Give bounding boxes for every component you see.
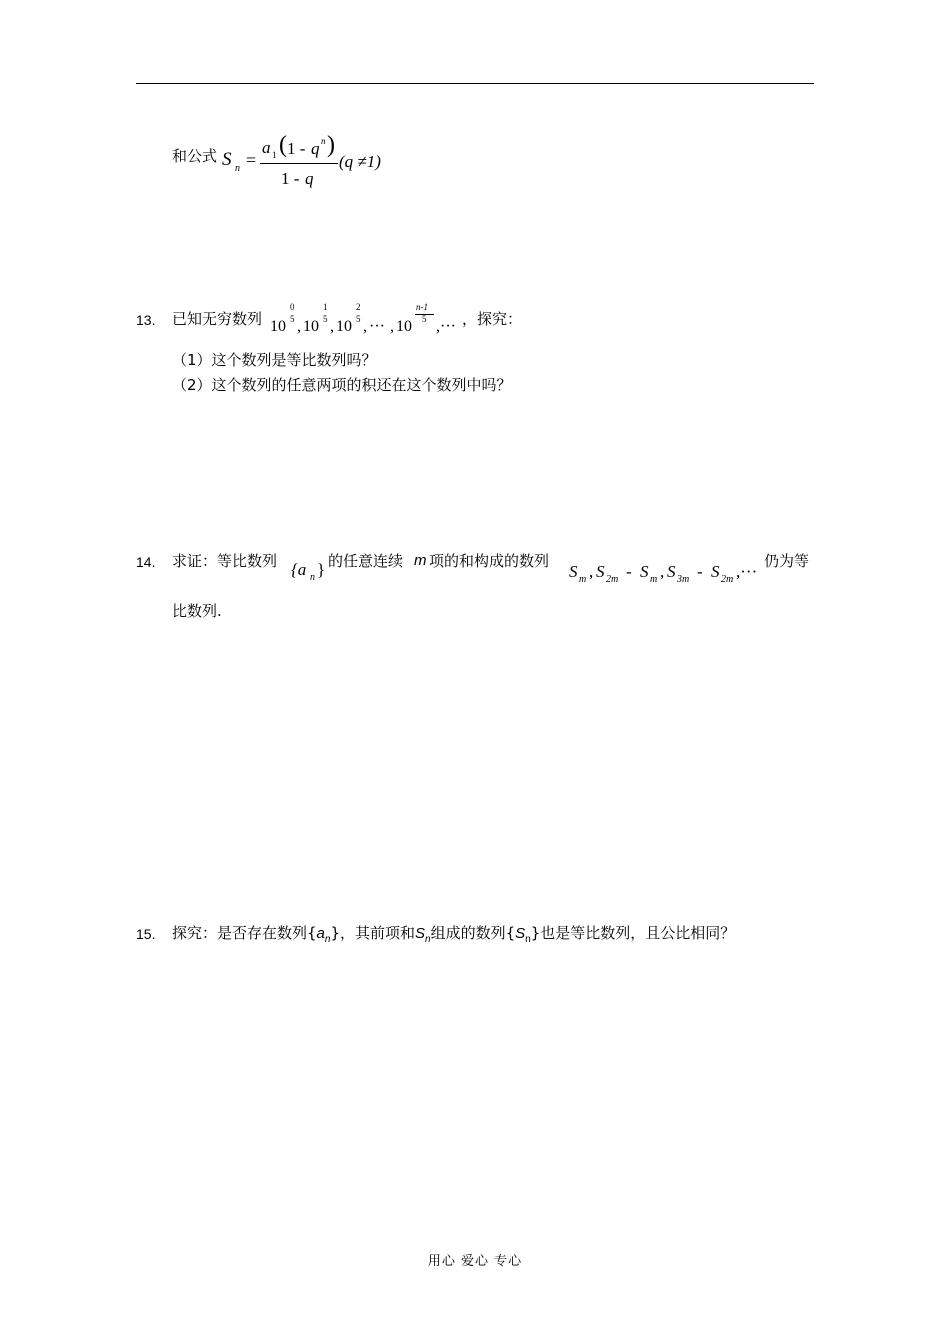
- seq-exp-1: 1: [323, 302, 328, 312]
- formula-fraction-bar: [260, 163, 338, 164]
- seq14-s3: S: [640, 562, 649, 581]
- seq14-s5: S: [711, 562, 720, 581]
- seq-comma-0: ,: [297, 318, 301, 335]
- formula-equals: =: [246, 150, 257, 170]
- seq14-dots: ,···: [736, 562, 758, 581]
- seq14-s5-sub: 2m: [721, 574, 734, 585]
- question-14-an-close: }: [317, 560, 326, 579]
- question-15-text-d: }也是等比数列，且公比相同？: [530, 924, 736, 942]
- formula-lhs: S: [222, 149, 232, 170]
- seq-exp-den-0: 5: [290, 314, 295, 324]
- question-14-number: 14.: [136, 554, 156, 570]
- formula-numerator-q: q: [311, 139, 320, 158]
- seq14-s2: S: [596, 562, 605, 581]
- seq-exp-n: n-1: [416, 302, 428, 312]
- question-14-text-a: 求证：等比数列: [172, 552, 278, 570]
- question-15-S: S: [415, 925, 426, 942]
- question-13-part-1: （1）这个数列是等比数列吗？: [172, 351, 377, 369]
- question-14-m: m: [414, 552, 427, 569]
- seq-base-1: 10: [303, 318, 319, 335]
- seq-exp-den-2: 5: [356, 314, 361, 324]
- seq14-comma-1: ,: [589, 562, 594, 581]
- seq14-s1-sub: m: [579, 574, 587, 585]
- formula-numerator-one-minus: 1 -: [287, 139, 306, 158]
- question-15-a: a: [316, 925, 325, 942]
- seq-dots: ···: [369, 318, 385, 335]
- question-15-S2: S: [515, 925, 526, 942]
- seq14-s4: S: [667, 562, 676, 581]
- formula-label: 和公式: [172, 147, 218, 165]
- question-13-part-2: （2）这个数列的任意两项的积还在这个数列中吗？: [172, 376, 512, 394]
- question-13-text-before: 已知无穷数列: [172, 310, 263, 328]
- seq-base-0: 10: [270, 318, 286, 335]
- question-15-text-a: 探究：是否存在数列{: [172, 924, 317, 942]
- seq14-s1: S: [569, 562, 578, 581]
- question-13-text-after: ，探究：: [462, 310, 523, 328]
- question-14-an-sub: n: [310, 572, 315, 583]
- question-13-number: 13.: [136, 312, 156, 328]
- question-14-line-2: 比数列.: [172, 602, 222, 620]
- seq14-s3-sub: m: [650, 574, 658, 585]
- header-rule: [136, 83, 814, 84]
- seq-base-2: 10: [336, 318, 352, 335]
- seq-base-n: 10: [396, 318, 412, 335]
- formula-numerator-close-paren: ): [327, 132, 335, 158]
- question-15-S-sub: n: [425, 934, 431, 945]
- formula-numerator-q-sup: n: [321, 136, 326, 146]
- question-14-text-b: 的任意连续: [328, 552, 404, 570]
- question-15-text-c: 组成的数列{: [430, 924, 516, 942]
- page-footer: 用心 爱心 专心: [427, 1254, 523, 1269]
- question-15-text: [172, 923, 735, 950]
- formula-denominator-q: q: [305, 169, 314, 188]
- seq14-s2-sub: 2m: [606, 574, 619, 585]
- question-14-text-c: 项的和构成的数列: [429, 552, 550, 570]
- question-14-an: {a: [291, 560, 307, 579]
- question-15-text-b: }，其前项和: [330, 924, 415, 942]
- seq14-minus-1: -: [626, 562, 632, 581]
- formula-numerator-a-sub: 1: [272, 150, 277, 160]
- formula-numerator-open-paren: (: [279, 132, 287, 158]
- question-15-number: 15.: [136, 926, 156, 942]
- seq-exp-den-n: 5: [422, 314, 427, 324]
- seq-exp-den-1: 5: [323, 314, 328, 324]
- formula-denominator-one-minus: 1 -: [281, 169, 300, 188]
- seq14-minus-2: -: [697, 562, 703, 581]
- seq-exp-2: 2: [356, 302, 361, 312]
- formula-condition: (q ≠1): [339, 152, 381, 171]
- seq-comma-1: ,: [330, 318, 334, 335]
- seq-comma-3: ,: [390, 318, 394, 335]
- seq14-s4-sub: 3m: [677, 574, 690, 585]
- formula-lhs-sub: n: [235, 163, 240, 174]
- question-15-a-sub: n: [324, 934, 331, 945]
- question-15-S2-sub: n: [525, 934, 531, 945]
- question-14-text-d: 仍为等: [764, 552, 810, 570]
- seq-exp-0: 0: [290, 302, 295, 312]
- formula-numerator-a: a: [262, 138, 271, 157]
- seq-comma-2: ,: [363, 318, 367, 335]
- seq-tail: ,···: [436, 318, 456, 335]
- seq14-comma-2: ,: [660, 562, 665, 581]
